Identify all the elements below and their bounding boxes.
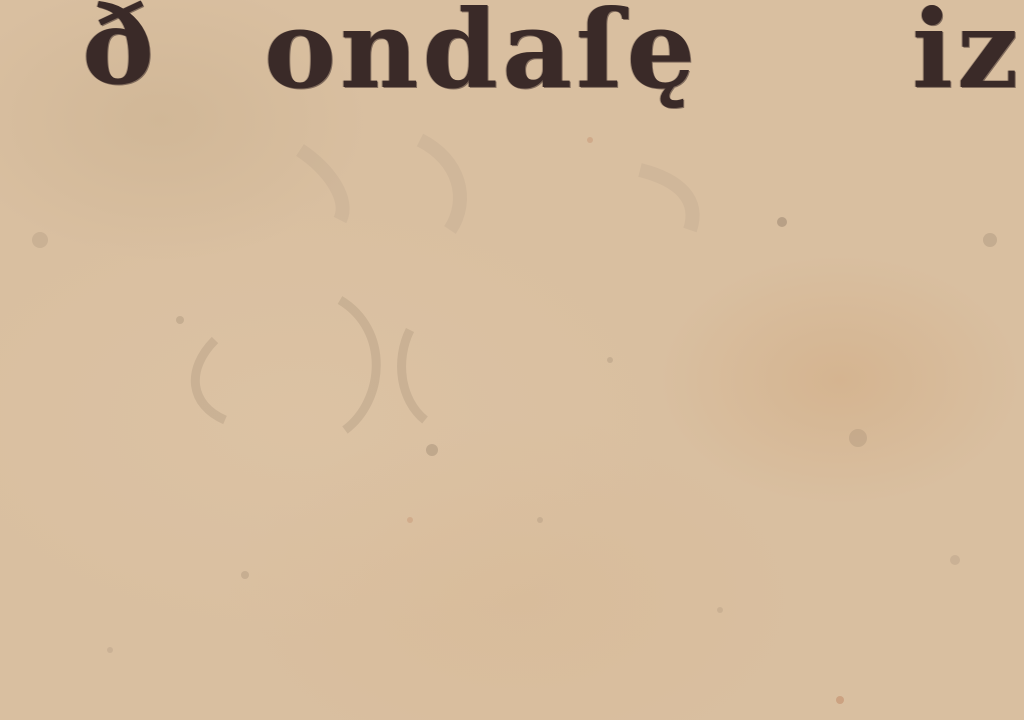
printed-word: iz: [912, 0, 1023, 113]
foxing-spot: [407, 517, 413, 523]
foxing-spot: [777, 217, 787, 227]
show-through-mark: [300, 150, 343, 220]
show-through-mark: [402, 330, 425, 420]
foxing-spot: [176, 316, 184, 324]
show-through-mark: [340, 300, 376, 430]
foxing-spot: [107, 647, 113, 653]
foxing-spot: [983, 233, 997, 247]
foxing-spot: [836, 696, 844, 704]
foxing-spot: [849, 429, 867, 447]
show-through-mark: [420, 140, 460, 230]
show-through-mark: [195, 340, 225, 420]
foxing-spot: [717, 607, 723, 613]
printed-word: ð: [82, 0, 157, 109]
printed-word: ondaſę: [264, 0, 700, 113]
foxing-spot: [426, 444, 438, 456]
foxing-spot: [241, 571, 249, 579]
foxing-spot: [607, 357, 613, 363]
foxing-spot: [32, 232, 48, 248]
foxing-spot: [950, 555, 960, 565]
printed-text-line: [0, 0, 1024, 140]
foxing-spot: [537, 517, 543, 523]
show-through-mark: [640, 170, 693, 230]
